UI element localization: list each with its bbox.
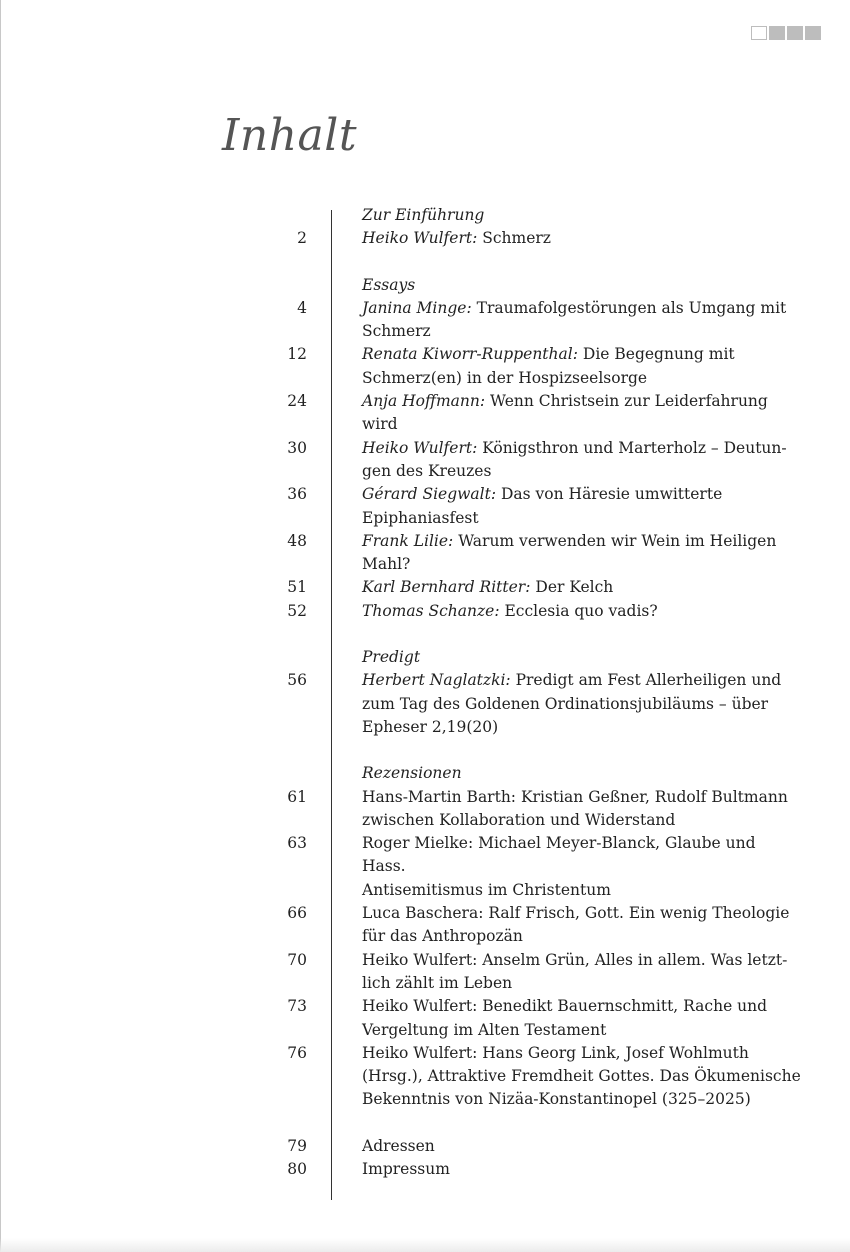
page-tab-marker [751, 26, 767, 40]
entry-line: für das Anthropozän [362, 927, 523, 946]
entry-author: Anja Hoffmann: [362, 392, 486, 411]
page-number: 56 [287, 671, 307, 690]
section-heading: Rezensionen [362, 764, 462, 783]
entry-author: Karl Bernhard Ritter: [362, 578, 531, 597]
page-number: 70 [287, 950, 307, 969]
entry-author: Heiko Wulfert: [362, 229, 478, 248]
page-number: 73 [287, 997, 307, 1016]
entry-line: Adressen [362, 1136, 435, 1155]
toc-entry[interactable] [0, 902, 850, 949]
bottom-shade [0, 1238, 850, 1252]
toc-entry[interactable] [0, 483, 850, 530]
toc-entry[interactable] [0, 600, 850, 623]
page-tab-marker [769, 26, 785, 40]
entry-line: gen des Kreuzes [362, 461, 492, 480]
entry-author: Frank Lilie: [362, 531, 454, 550]
entry-line [362, 227, 802, 250]
entry-line: Heiko Wulfert: Hans Georg Link, Josef Wohlmuth [362, 1043, 749, 1062]
entry-line: Mahl? [362, 555, 411, 574]
entry-title: Die Begegnung mit [582, 345, 735, 364]
page-number: 24 [287, 392, 307, 411]
toc-section [0, 204, 850, 251]
toc-section [0, 646, 850, 739]
section-heading: Zur Einführung [362, 206, 485, 224]
section-heading: Predigt [362, 648, 421, 667]
entry-title: Wenn Christsein zur Leiderfahrung [490, 392, 768, 411]
entry-title: Predigt am Fest Allerheiligen und [515, 671, 782, 690]
page-tab-marker [787, 26, 803, 40]
entry-line: wird [362, 415, 398, 434]
entry-line: zwischen Kollaboration und Widerstand [362, 810, 676, 829]
entry-line: lich zählt im Leben [362, 973, 513, 992]
page-title: Inhalt [222, 110, 358, 161]
toc-entry[interactable] [0, 786, 850, 833]
entry-line: Hans-Martin Barth: Kristian Geßner, Rudolf Bultmann [362, 787, 788, 806]
entry-title: Schmerz [482, 229, 551, 248]
entry-line [362, 390, 802, 413]
toc-entry[interactable] [0, 669, 850, 739]
entry-line: Bekenntnis von Nizäa-Konstantinopel (325–2025) [362, 1090, 751, 1109]
entry-title: Der Kelch [535, 578, 614, 597]
entry-line [362, 600, 802, 623]
toc-entry[interactable] [0, 297, 850, 344]
toc-entry[interactable] [0, 832, 850, 902]
page-number: 51 [287, 578, 307, 597]
page-tabs [751, 26, 821, 40]
page-tab-marker [805, 26, 821, 40]
entry-author: Renata Kiworr-Ruppenthal: [362, 345, 578, 364]
toc-section [0, 274, 850, 623]
toc-section [0, 1135, 850, 1182]
page-number: 76 [287, 1043, 307, 1062]
entry-title: Traumafolgestörungen als Umgang mit [476, 298, 787, 317]
page-number: 80 [287, 1159, 307, 1178]
entry-title: Warum verwenden wir Wein im Heiligen [458, 531, 777, 550]
page-number: 79 [287, 1136, 307, 1155]
entry-line: Impressum [362, 1159, 450, 1178]
toc-entry[interactable] [0, 576, 850, 599]
toc-entry[interactable] [0, 1135, 850, 1158]
page-number: 52 [287, 601, 307, 620]
toc-entry[interactable] [0, 1042, 850, 1112]
entry-title: Das von Häresie umwitterte [501, 485, 723, 504]
entry-author: Herbert Naglatzki: [362, 671, 511, 690]
entry-line: zum Tag des Goldenen Ordinationsjubiläums – über [362, 694, 769, 713]
toc-entry[interactable] [0, 227, 850, 250]
toc-entry[interactable] [0, 995, 850, 1042]
entry-line [362, 669, 802, 692]
entry-title: Ecclesia quo vadis? [504, 601, 658, 620]
entry-line: Epiphaniasfest [362, 508, 479, 527]
entry-author: Heiko Wulfert: [362, 438, 478, 457]
entry-line: Roger Mielke: Michael Meyer-Blanck, Glaube und Hass. [362, 834, 756, 876]
toc-entry[interactable] [0, 530, 850, 577]
page-number: 61 [287, 787, 307, 806]
page-number: 36 [287, 485, 307, 504]
entry-line: Heiko Wulfert: Anselm Grün, Alles in allem. Was letzt- [362, 950, 788, 969]
entry-line: Vergeltung im Alten Testament [362, 1020, 607, 1039]
page-number: 2 [297, 229, 307, 248]
table-of-contents [0, 204, 850, 1204]
page-number: 48 [287, 531, 307, 550]
page-number: 66 [287, 904, 307, 923]
toc-entry[interactable] [0, 1158, 850, 1181]
section-heading: Essays [362, 275, 416, 294]
entry-author: Gérard Siegwalt: [362, 485, 497, 504]
toc-entry[interactable] [0, 343, 850, 390]
entry-line [362, 343, 802, 366]
entry-line: (Hrsg.), Attraktive Fremdheit Gottes. Das Ökumenische [362, 1067, 801, 1086]
toc-entry[interactable] [0, 949, 850, 996]
entry-line [362, 437, 802, 460]
entry-author: Thomas Schanze: [362, 601, 500, 620]
entry-author: Janina Minge: [362, 298, 472, 317]
entry-line: Schmerz(en) in der Hospizseelsorge [362, 368, 648, 387]
entry-line [362, 530, 802, 553]
toc-entry[interactable] [0, 390, 850, 437]
toc-entry[interactable] [0, 437, 850, 484]
entry-line [362, 297, 802, 320]
page-number: 12 [287, 345, 307, 364]
entry-line: Antisemitismus im Christentum [362, 880, 611, 899]
entry-line: Heiko Wulfert: Benedikt Bauernschmitt, Rache und [362, 997, 768, 1016]
entry-title: Königsthron und Marterholz – Deutun- [482, 438, 787, 457]
entry-line: Luca Baschera: Ralf Frisch, Gott. Ein wenig Theologie [362, 904, 790, 923]
entry-line [362, 576, 802, 599]
entry-line [362, 483, 802, 506]
page-number: 4 [297, 298, 307, 317]
entry-line: Epheser 2,19(20) [362, 717, 499, 736]
entry-line: Schmerz [362, 322, 431, 341]
page-number: 30 [287, 438, 307, 457]
page-number: 63 [287, 834, 307, 853]
toc-section [0, 762, 850, 1111]
